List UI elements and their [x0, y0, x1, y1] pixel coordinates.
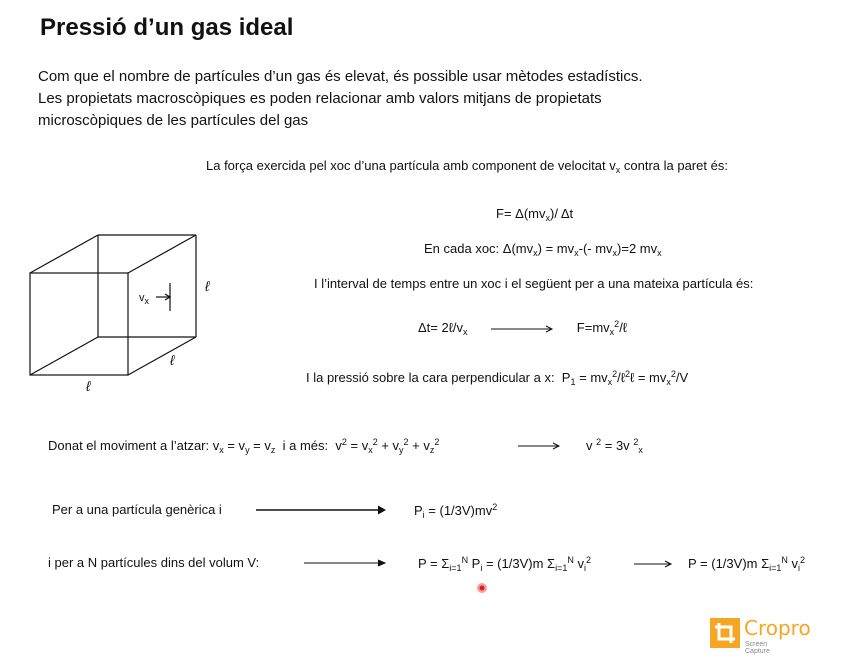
- generic-text: Per a una partícula genèrica i: [52, 502, 222, 517]
- eq-collision: En cada xoc: $\Delta(mv_x) = mv_x-(-$ $mv_x)=2$ $mv_x$: [424, 241, 662, 258]
- slide-title: Pressió d’un gas ideal: [40, 14, 294, 41]
- eq-dt-row: [418, 319, 627, 337]
- cube-diagram: [20, 225, 220, 400]
- eq-force: $F= \Delta(mv_x)/$ Δt: [496, 206, 574, 223]
- force-intro-text: La força exercida pel xoc d’una partícula amb component de velocitat: [206, 158, 606, 173]
- watermark-name: Cropro: [744, 616, 811, 640]
- eq-sum: $P = \Sigma_{i=1}^N$ $P_i = (1/3V)m$ $\Sigma_{i=1}^N$ $v_i^2$: [418, 555, 591, 573]
- cube-label-right: ℓ: [205, 278, 210, 294]
- arrow-icon: [518, 441, 562, 451]
- cube-vx-label: $v_x$: [139, 292, 149, 306]
- pressure-text: I la pressió sobre la cara perpendicular a x:: [306, 370, 555, 385]
- watermark-tagline: Screen Capture: [745, 641, 770, 655]
- interval-text: I l’interval de temps entre un xoc i el següent per a una mateixa partícula és:: [314, 276, 754, 291]
- eq-dt: $\Delta t= 2\ell/v_x$: [418, 320, 468, 337]
- crop-icon: [710, 618, 740, 648]
- cube-label-bottom: ℓ: [86, 378, 91, 394]
- arrow-icon: [491, 324, 557, 334]
- force-intro: La força exercida pel xoc d’una partícula amb component de velocitat $v_x$ contra la paret és:: [206, 158, 728, 175]
- eq-F: $F=mv_x^2/\ell$: [576, 319, 628, 337]
- intro-line-3: microscòpiques de les partícules del gas: [38, 112, 309, 129]
- random-row: Donat el moviment a l’atzar: $v_x = v_y = v_z$ i a més: $v^2 = v_x^2 + v_y^2 + v_z^2$: [48, 437, 440, 455]
- intro-line-2: Les propietats macroscòpiques es poden relacionar amb valors mitjans de propietats: [38, 90, 602, 107]
- force-intro-end: contra la paret és:: [623, 158, 728, 173]
- intro-paragraph: [38, 66, 818, 132]
- cube-label-depth: ℓ: [170, 352, 175, 368]
- n-text: i per a N partícules dins del volum V:: [48, 555, 260, 570]
- cursor-dot-icon: [476, 582, 488, 594]
- arrow-icon: [256, 504, 388, 516]
- pressure-row: I la pressió sobre la cara perpendicular a x: $P_1$ = $mv_x^2/\ell^2\ell = mv_x^2/V$: [306, 369, 689, 387]
- arrow-icon: [634, 559, 674, 569]
- eq-v2-result: v $^2$ = 3v $^2_x$: [586, 437, 643, 455]
- eq-generic: $P_i = (1/3V)mv^2$: [414, 502, 498, 520]
- eq-final: P = (1/3V)m $\Sigma_{i=1}^N$ $v_i^2$: [688, 555, 806, 573]
- arrow-icon: [304, 557, 388, 569]
- intro-line-1: Com que el nombre de partícules d’un gas és elevat, és possible usar mètodes estadístics.: [38, 68, 643, 85]
